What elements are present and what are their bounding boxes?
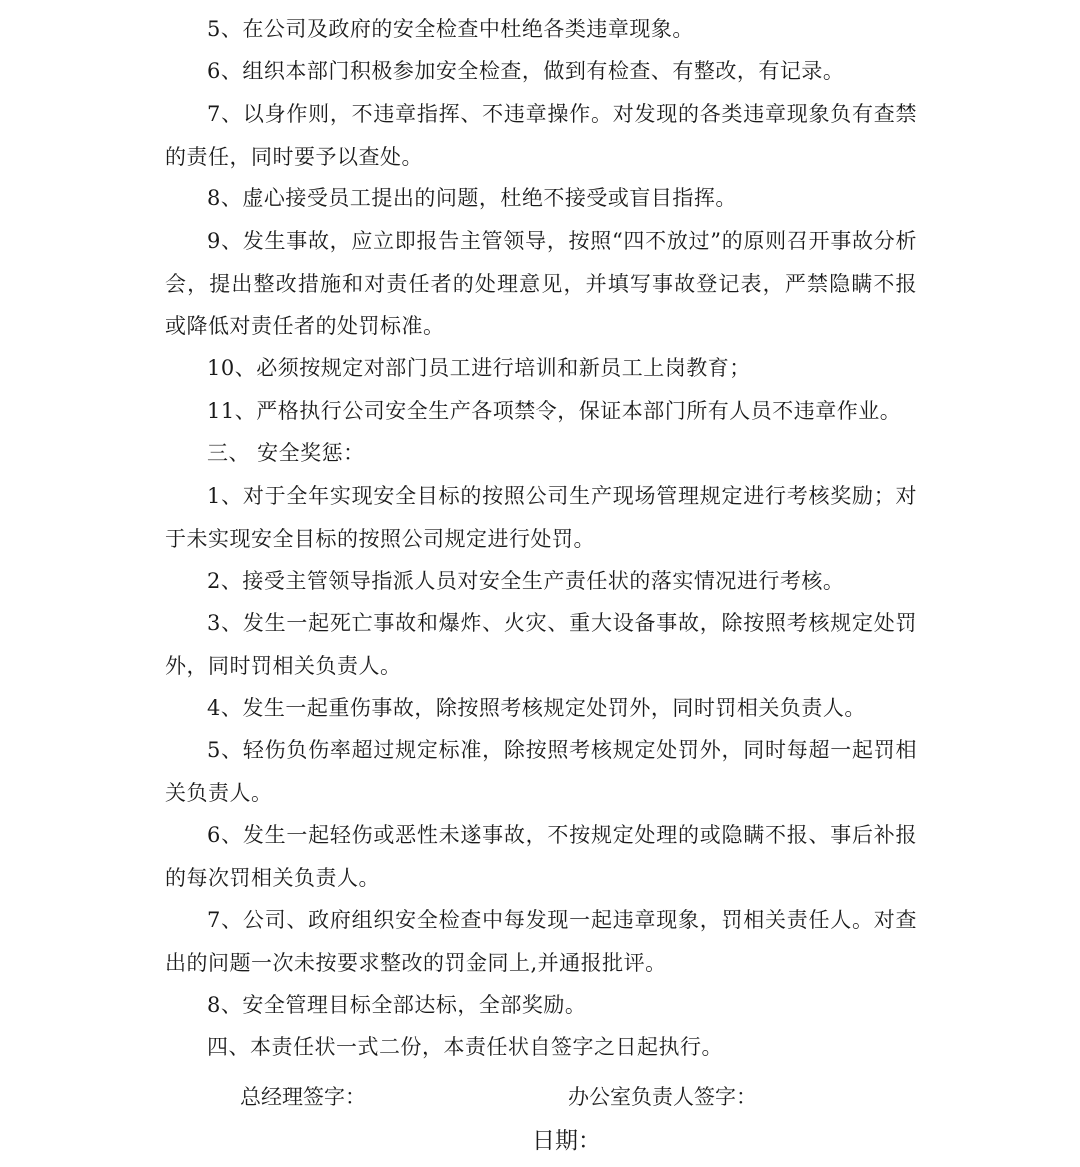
paragraph-rule-9: 9、发生事故，应立即报告主管领导，按照“四不放过”的原则召开事故分析会，提出整改措施和对责任者的处理意见，并填写事故登记表，严禁隐瞒不报或降低对责任者的处罚标准。 xyxy=(165,229,917,338)
section-heading-rewards: 三、 安全奖惩： xyxy=(207,441,365,465)
date-label: 日期： xyxy=(532,1128,601,1154)
gm-signature-label: 总经理签字： xyxy=(240,1085,366,1109)
paragraph-reward-2: 2、接受主管领导指派人员对安全生产责任状的落实情况进行考核。 xyxy=(207,569,845,593)
paragraph-reward-4: 4、发生一起重伤事故，除按照考核规定处罚外，同时罚相关负责人。 xyxy=(207,696,866,720)
paragraph-rule-5: 5、在公司及政府的安全检查中杜绝各类违章现象。 xyxy=(207,17,694,41)
paragraph-rule-11: 11、严格执行公司安全生产各项禁令，保证本部门所有人员不违章作业。 xyxy=(207,399,902,423)
office-signature-label: 办公室负责人签字： xyxy=(568,1085,757,1109)
paragraph-reward-8: 8、安全管理目标全部达标，全部奖励。 xyxy=(207,993,587,1017)
paragraph-rule-8: 8、虚心接受员工提出的问题，杜绝不接受或盲目指挥。 xyxy=(207,186,737,210)
paragraph-rule-10: 10、必须按规定对部门员工进行培训和新员工上岗教育； xyxy=(207,356,751,380)
paragraph-reward-1: 1、对于全年实现安全目标的按照公司生产现场管理规定进行考核奖励；对于未实现安全目标的按照公司规定进行处罚。 xyxy=(165,484,917,551)
paragraph-reward-5: 5、轻伤负伤率超过规定标准，除按照考核规定处罚外，同时每超一起罚相关负责人。 xyxy=(165,738,917,805)
paragraph-reward-3: 3、发生一起死亡事故和爆炸、火灾、重大设备事故，除按照考核规定处罚外，同时罚相关负责人。 xyxy=(165,611,917,678)
paragraph-reward-7: 7、公司、政府组织安全检查中每发现一起违章现象，罚相关责任人。对查出的问题一次未按要求整改的罚金同上,并通报批评。 xyxy=(165,908,917,975)
paragraph-section-4: 四、本责任状一式二份，本责任状自签字之日起执行。 xyxy=(207,1035,723,1059)
paragraph-rule-7: 7、以身作则，不违章指挥、不违章操作。对发现的各类违章现象负有查禁的责任，同时要予以查处。 xyxy=(165,102,917,169)
paragraph-reward-6: 6、发生一起轻伤或恶性未遂事故，不按规定处理的或隐瞒不报、事后补报的每次罚相关负责人。 xyxy=(165,823,917,890)
paragraph-rule-6: 6、组织本部门积极参加安全检查，做到有检查、有整改，有记录。 xyxy=(207,59,845,83)
